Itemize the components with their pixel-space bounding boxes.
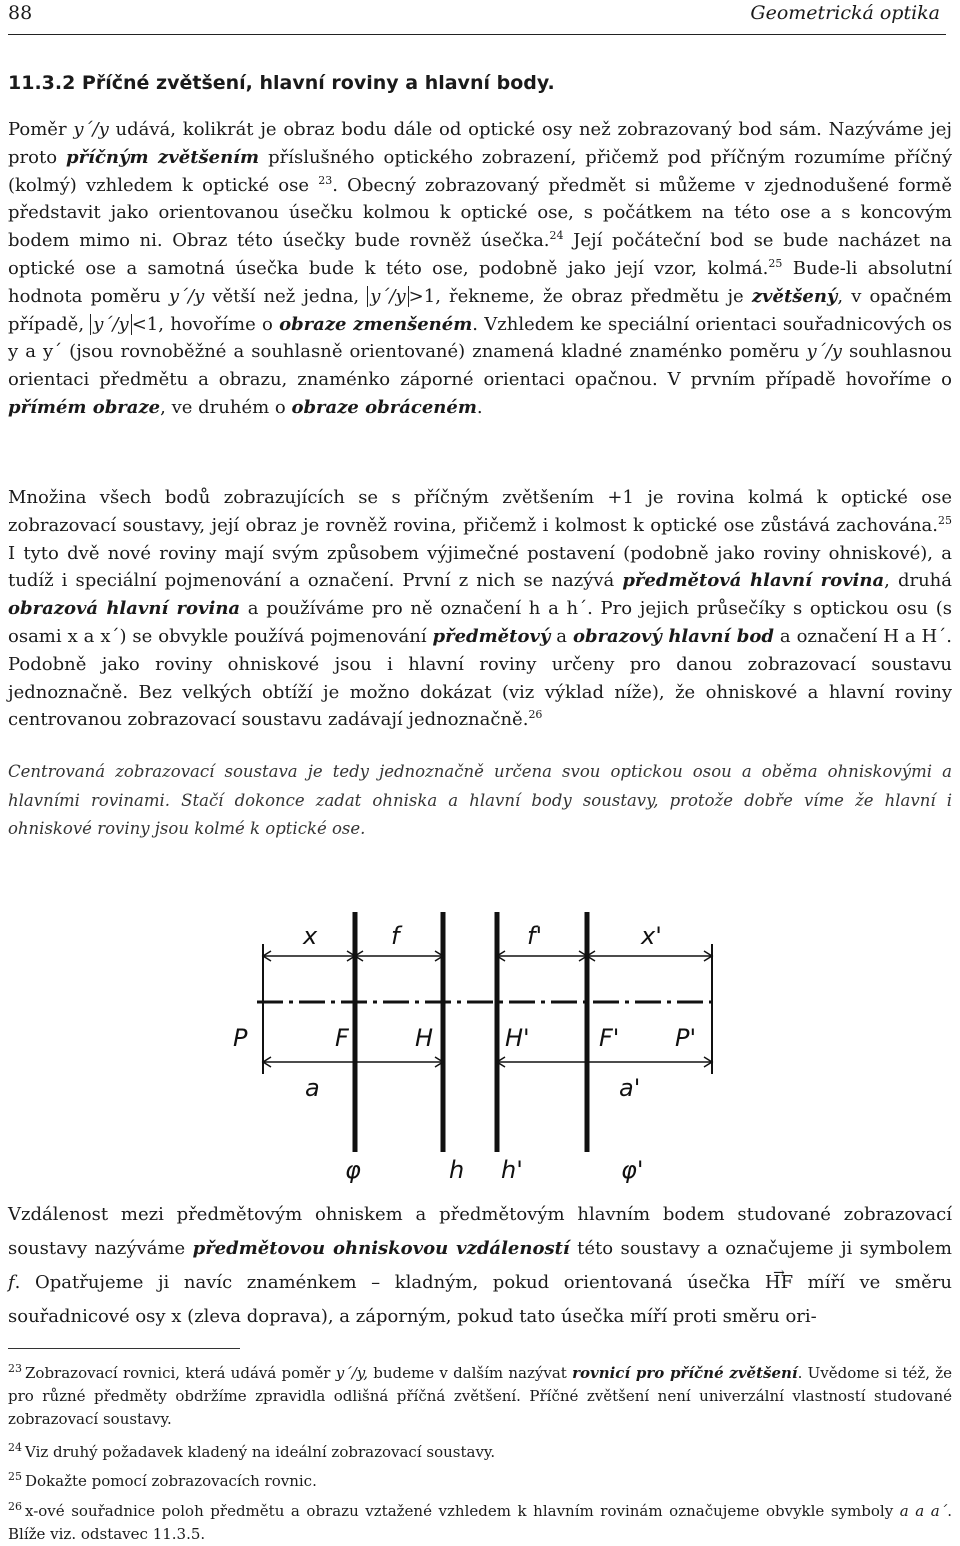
label-f: f bbox=[391, 922, 400, 950]
principal-planes-diagram bbox=[205, 852, 725, 1184]
abs-ratio: y´/y bbox=[90, 314, 131, 335]
term-pricne-zvetseni: příčným zvětšením bbox=[66, 146, 260, 168]
footnote-ref-25[interactable]: 25 bbox=[768, 256, 783, 270]
paragraph-3-italic: Centrovaná zobrazovací soustava je tedy jednoznačně určena svou optickou osou a oběma ohniskovými a hlavními rovinami. Stačí dokonce zadat ohniska a hlavní body soustavy, protože dobře víme že hlavní i ohniskové roviny jsou kolmé k optické ose. bbox=[8, 762, 952, 838]
footnote-25: $^{25}$ Dokažte pomocí zobrazovacích rovnic. bbox=[8, 1470, 317, 1490]
label-phi: φ bbox=[345, 1156, 361, 1184]
paragraph-2: Množina všech bodů zobrazujících se s příčným zvětšením +1 je rovina kolmá k optické ose zobrazovací soustavy, její obraz je rovněž rovina, přičemž i kolmost k optické ose zůstává zachována.$^{25}$ I tyto dvě nové roviny mají svým způsobem výjimečné postavení (podobně jako roviny ohniskové), a tudíž i speciální pojmenování a označení. První z nich se nazývá předmětová hlavní rovina, druhá obrazová hlavní rovina a používáme pro ně označení h a h´. Pro jejich průsečíky s optickou osu (s osami x a x´) se obvykle používá pojmenování předmětový a obrazový hlavní bod a označení H a H´. Podobně jako roviny ohniskové jsou i hlavní roviny určeny pro danou zobrazovací soustavu jednoznačně. Bez velkých obtíží je možno dokázat (viz výklad níže), že ohniskové a hlavní roviny centrovanou zobrazovací soustavu zadávají jednoznačně.$^{26}$ bbox=[8, 487, 953, 731]
paragraph-4: Vzdálenost mezi předmětovým ohniskem a předmětovým hlavním bodem studované zobrazovací soustavy nazýváme předmětovou ohniskovou vzdáleností této soustavy a označujeme ji symbolem f. Opatřujeme ji navíc znaménkem – kladným, pokud orientovaná úsečka → HF míří ve směru souřadnicové osy x (zleva doprava), a záporným, pokud tato úsečka míří proti směru ori- bbox=[8, 1198, 952, 1334]
footnote-ref-25[interactable]: 25 bbox=[938, 513, 952, 527]
paragraph-1: Poměr y´/y udává, kolikrát je obraz bodu dále od optické osy než zobrazovaný bod sám. Nazýváme jej proto příčným zvětšením příslušného optického zobrazení, přičemž pod příčným rozumíme příčný (kolmý) vzhledem k optické ose $^{23}$. Obecný zobrazovaný předmět si můžeme v zjednodušené formě představit jako orientovanou úsečku kolmou k optické ose, s počátkem na této ose a s koncovým bodem mimo ni. Obraz této úsečky bude rovněž úsečka.$^{24}$ Její počáteční bod se bude nacházet na optické ose a samotná úsečka bude k této ose, podobně jako její vzor, kolmá.$^{25}$ Bude-li absolutní hodnota poměru y´/y větší než jedna, y´/y >1, řekneme, že obraz předmětu je zvětšený, v opačném případě, y´/y <1, hovoříme o obraze zmenšeném. Vzhledem ke speciální orientaci souřadnicových os y a y´ (jsou rovnoběžné a souhlasně orientované) znamená kladné znaménko poměru y´/y souhlasnou orientaci předmětu a obrazu, znaménko záporné orientaci opačnou. V prvním případě hovoříme o přímém obraze, ve druhém o obraze obráceném. bbox=[8, 119, 953, 418]
page-number: 88 bbox=[8, 2, 33, 24]
label-H: H bbox=[415, 1024, 434, 1052]
label-h: h bbox=[449, 1156, 465, 1184]
abs-ratio: y´/y bbox=[367, 286, 408, 307]
running-title: Geometrická optika bbox=[750, 2, 940, 24]
label-h-prime: h' bbox=[501, 1156, 523, 1184]
footnote-ref-23[interactable]: 23 bbox=[318, 173, 333, 187]
label-a: a bbox=[305, 1074, 320, 1102]
label-phi-prime: φ' bbox=[621, 1156, 644, 1184]
label-x: x bbox=[303, 922, 318, 950]
label-F-prime: F' bbox=[599, 1024, 620, 1052]
footnote-rule bbox=[8, 1348, 240, 1349]
footnote-24: $^{24}$ Viz druhý požadavek kladený na ideální zobrazovací soustavy. bbox=[8, 1441, 496, 1461]
vector-HF: → HF bbox=[765, 1272, 793, 1293]
label-F: F bbox=[335, 1024, 349, 1052]
footnote-26: $^{26}$ x-ové souřadnice poloh předmětu a obrazu vztažené vzhledem k hlavním rovinám označujeme obvykle symboly a a a´. Blíže viz. odstavec 11.3.5. bbox=[8, 1500, 952, 1543]
section-title: 11.3.2 Příčné zvětšení, hlavní roviny a hlavní body. bbox=[8, 72, 555, 94]
footnote-ref-24[interactable]: 24 bbox=[549, 229, 564, 243]
footnote-ref-26[interactable]: 26 bbox=[528, 708, 543, 722]
label-f-prime: f' bbox=[527, 922, 543, 950]
footnote-23: $^{23}$ Zobrazovací rovnici, která udává poměr y´/y, budeme v dalším nazývat rovnicí pro příčné zvětšení. Uvědome si též, že pro různé předměty obdržíme zpravidla odlišná příčná zvětšení. Příčné zvětšení není univerzální vlastností studované zobrazovací soustavy. bbox=[8, 1362, 952, 1428]
header-rule bbox=[8, 34, 946, 35]
label-H-prime: H' bbox=[505, 1024, 530, 1052]
label-P-prime: P' bbox=[675, 1024, 697, 1052]
label-a-prime: a' bbox=[619, 1074, 641, 1102]
label-x-prime: x' bbox=[641, 922, 662, 950]
label-P: P bbox=[233, 1024, 248, 1052]
